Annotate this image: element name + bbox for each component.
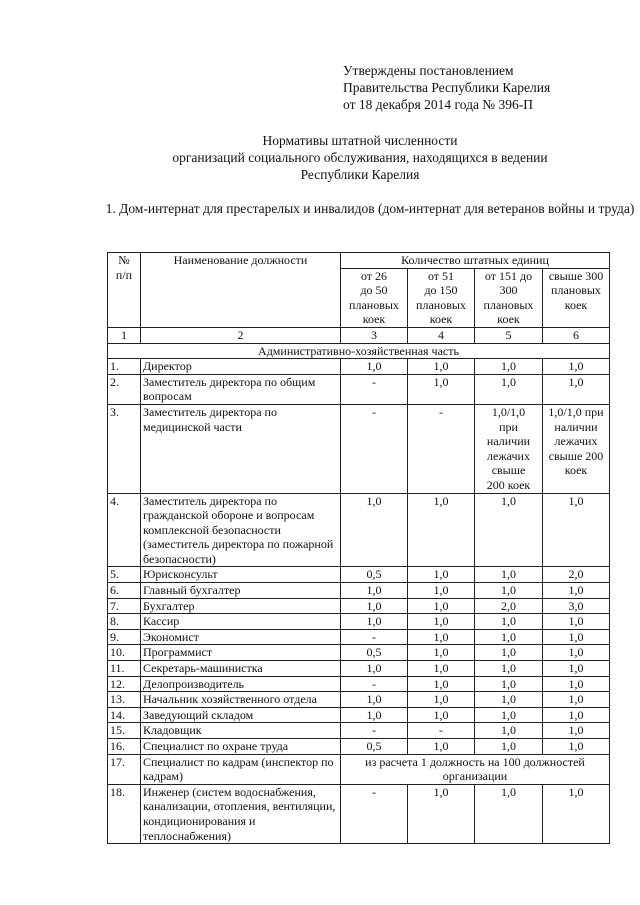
table-row [108, 723, 610, 739]
quantity-value: 1,0 [475, 739, 543, 755]
row-number: 17. [108, 754, 141, 784]
row-number: 7. [108, 598, 141, 614]
quantity-value: 1,0 [341, 583, 408, 599]
position-name: Начальник хозяйственного отдела [141, 692, 341, 708]
quantity-value: 1,0 [543, 739, 610, 755]
table-row [108, 739, 610, 755]
staffing-table [107, 252, 610, 844]
quantity-value: 1,0 [408, 614, 475, 630]
position-name: Заместитель директора по гражданской обороне и вопросам комплексной безопасности (заместитель директора по пожарной безопасности) [141, 493, 341, 567]
quantity-value: 1,0 [543, 784, 610, 843]
quantity-value: 1,0 [475, 567, 543, 583]
table-row [108, 359, 610, 375]
position-name: Заместитель директора по медицинской части [141, 404, 341, 493]
position-name: Программист [141, 645, 341, 661]
quantity-value: - [408, 723, 475, 739]
quantity-value: 1,0 [543, 661, 610, 677]
position-name: Специалист по охране труда [141, 739, 341, 755]
quantity-value: 1,0 [475, 645, 543, 661]
header-position: Наименование должности [141, 253, 341, 328]
table-row [108, 692, 610, 708]
quantity-value: 1,0 [475, 359, 543, 375]
row-number: 12. [108, 676, 141, 692]
quantity-value: - [408, 404, 475, 493]
table-row [108, 598, 610, 614]
row-number: 18. [108, 784, 141, 843]
title-line: Республики Карелия [300, 167, 420, 182]
approval-block [343, 62, 550, 113]
position-name: Специалист по кадрам (инспектор по кадрам) [141, 754, 341, 784]
quantity-value: 0,5 [341, 739, 408, 755]
document-title [60, 132, 640, 183]
table-row [108, 567, 610, 583]
quantity-value: 1,0 [341, 692, 408, 708]
quantity-value: 1,0 [408, 629, 475, 645]
position-name: Директор [141, 359, 341, 375]
table-row [108, 629, 610, 645]
quantity-value: 1,0 [408, 374, 475, 404]
quantity-value: 1,0 [543, 374, 610, 404]
table-row [108, 784, 610, 843]
quantity-value: - [341, 723, 408, 739]
position-name: Юрисконсульт [141, 567, 341, 583]
position-name: Заместитель директора по общим вопросам [141, 374, 341, 404]
row-number: 2. [108, 374, 141, 404]
approval-line: от 18 декабря 2014 года № 396-П [343, 97, 534, 112]
quantity-value: 1,0 [408, 493, 475, 567]
quantity-value: 1,0 [408, 707, 475, 723]
quantity-value: 1,0 [408, 598, 475, 614]
quantity-value: 1,0 [543, 629, 610, 645]
quantity-value: - [341, 784, 408, 843]
header-quantity: Количество штатных единиц [341, 253, 610, 269]
quantity-value: 1,0 [475, 374, 543, 404]
quantity-value: 2,0 [543, 567, 610, 583]
column-number: 2 [141, 327, 341, 343]
quantity-value: 1,0/1,0 при наличии лежачих свыше 200 коек [475, 404, 543, 493]
header-col: свыше 300 плановых коек [543, 268, 610, 327]
table-row [108, 645, 610, 661]
quantity-value: 1,0 [475, 614, 543, 630]
column-number: 1 [108, 327, 141, 343]
position-name: Кладовщик [141, 723, 341, 739]
position-name: Секретарь-машинистка [141, 661, 341, 677]
row-number: 4. [108, 493, 141, 567]
table-row [108, 661, 610, 677]
merged-value: из расчета 1 должность на 100 должностей организации [341, 754, 610, 784]
quantity-value: 3,0 [543, 598, 610, 614]
position-name: Экономист [141, 629, 341, 645]
quantity-value: 1,0 [475, 676, 543, 692]
quantity-value: 1,0 [543, 493, 610, 567]
quantity-value: 1,0 [543, 583, 610, 599]
title-line: Нормативы штатной численности [262, 133, 458, 148]
row-number: 16. [108, 739, 141, 755]
quantity-value: 1,0 [475, 583, 543, 599]
table-row [108, 614, 610, 630]
table-row [108, 374, 610, 404]
quantity-value: 1,0 [475, 493, 543, 567]
column-number: 5 [475, 327, 543, 343]
quantity-value: 1,0 [408, 676, 475, 692]
quantity-value: 1,0 [408, 784, 475, 843]
header-col: от 51 до 150 плановых коек [408, 268, 475, 327]
quantity-value: 2,0 [475, 598, 543, 614]
quantity-value: 1,0 [543, 359, 610, 375]
approval-line: Правительства Республики Карелия [343, 80, 551, 95]
row-number: 14. [108, 707, 141, 723]
column-number: 3 [341, 327, 408, 343]
position-name: Бухгалтер [141, 598, 341, 614]
position-name: Кассир [141, 614, 341, 630]
column-number: 6 [543, 327, 610, 343]
quantity-value: 1,0 [475, 723, 543, 739]
quantity-value: - [341, 404, 408, 493]
quantity-value: 1,0 [408, 692, 475, 708]
quantity-value: - [341, 629, 408, 645]
row-number: 15. [108, 723, 141, 739]
row-number: 1. [108, 359, 141, 375]
position-name: Инженер (систем водоснабжения, канализации, отопления, вентиляции, кондиционирования и теплоснабжения) [141, 784, 341, 843]
quantity-value: 1,0 [408, 739, 475, 755]
section-title: 1. Дом-интернат для престарелых и инвалидов (дом-интернат для ветеранов войны и труда) [105, 201, 635, 216]
row-number: 6. [108, 583, 141, 599]
quantity-value: 1,0 [543, 676, 610, 692]
quantity-value: - [341, 676, 408, 692]
row-number: 5. [108, 567, 141, 583]
table-row [108, 583, 610, 599]
row-number: 9. [108, 629, 141, 645]
title-line: организаций социального обслуживания, находящихся в ведении [172, 150, 548, 165]
header-num: № п/п [108, 253, 141, 328]
row-number: 11. [108, 661, 141, 677]
approval-line: Утверждены постановлением [343, 63, 514, 78]
quantity-value: 1,0 [341, 598, 408, 614]
quantity-value: 1,0 [341, 359, 408, 375]
quantity-value: 1,0 [475, 629, 543, 645]
quantity-value: 1,0 [475, 661, 543, 677]
position-name: Делопроизводитель [141, 676, 341, 692]
quantity-value: 1,0 [408, 583, 475, 599]
quantity-value: 1,0 [408, 359, 475, 375]
quantity-value: - [341, 374, 408, 404]
quantity-value: 0,5 [341, 645, 408, 661]
quantity-value: 1,0 [475, 707, 543, 723]
row-number: 13. [108, 692, 141, 708]
table-row [108, 707, 610, 723]
row-number: 10. [108, 645, 141, 661]
position-name: Главный бухгалтер [141, 583, 341, 599]
header-col: от 26 до 50 плановых коек [341, 268, 408, 327]
row-number: 8. [108, 614, 141, 630]
quantity-value: 1,0 [543, 723, 610, 739]
column-number: 4 [408, 327, 475, 343]
quantity-value: 1,0 [341, 493, 408, 567]
quantity-value: 1,0 [475, 784, 543, 843]
section-row-label: Административно-хозяйственная часть [108, 343, 610, 359]
header-col: от 151 до 300 плановых коек [475, 268, 543, 327]
table-row [108, 754, 610, 784]
quantity-value: 1,0 [543, 614, 610, 630]
position-name: Заведующий складом [141, 707, 341, 723]
section-row [108, 343, 610, 359]
table-row [108, 404, 610, 493]
table-row [108, 493, 610, 567]
quantity-value: 1,0 [408, 661, 475, 677]
quantity-value: 1,0 [543, 692, 610, 708]
quantity-value: 1,0/1,0 при наличии лежачих свыше 200 коек [543, 404, 610, 493]
quantity-value: 1,0 [341, 614, 408, 630]
quantity-value: 1,0 [408, 645, 475, 661]
quantity-value: 0,5 [341, 567, 408, 583]
quantity-value: 1,0 [543, 645, 610, 661]
quantity-value: 1,0 [543, 707, 610, 723]
quantity-value: 1,0 [408, 567, 475, 583]
row-number: 3. [108, 404, 141, 493]
quantity-value: 1,0 [341, 707, 408, 723]
quantity-value: 1,0 [475, 692, 543, 708]
table-row [108, 676, 610, 692]
quantity-value: 1,0 [341, 661, 408, 677]
